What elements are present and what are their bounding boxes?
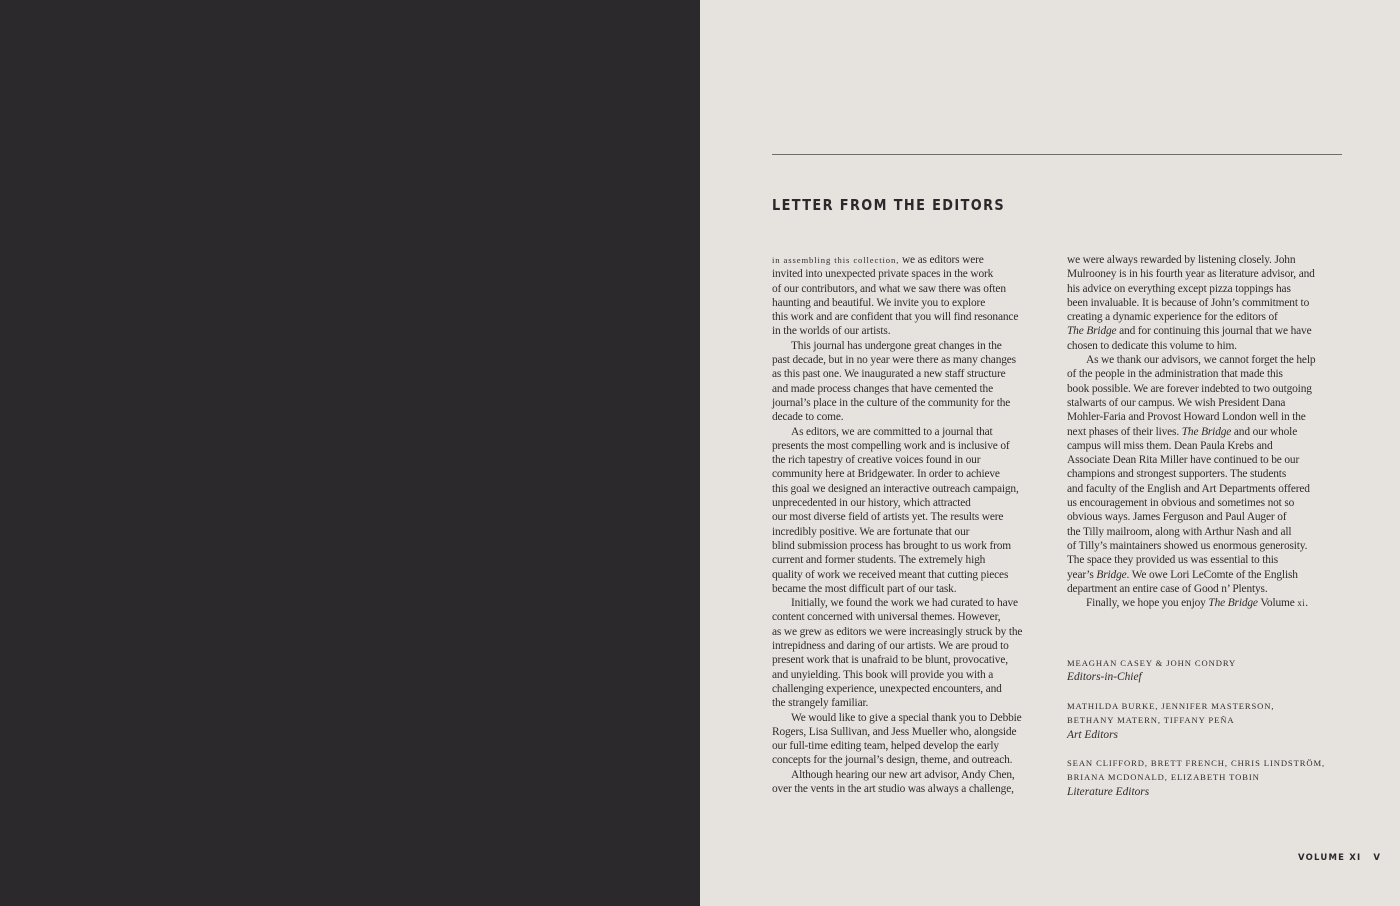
text-run: Rogers, Lisa Sullivan, and Jess Mueller who, alongside	[772, 725, 1017, 738]
text-line	[1067, 496, 1347, 510]
text-run: department an entire case of Good n’ Plentys.	[1067, 582, 1268, 595]
text-line	[1067, 553, 1347, 567]
text-run: the strangely familiar.	[772, 697, 869, 710]
text-run: and unyielding. This book will provide you with a	[772, 668, 994, 681]
text-line	[1067, 367, 1347, 381]
text-run: Volume	[1257, 597, 1298, 610]
text-run: his advice on everything except pizza toppings has	[1067, 282, 1291, 295]
italic-title: Bridge	[1096, 568, 1127, 581]
text-line	[772, 439, 1052, 453]
text-run: next phases of their lives.	[1067, 425, 1182, 438]
page-heading: LETTER FROM THE EDITORS	[772, 196, 1006, 214]
text-run: The space they provided us was essential to this	[1067, 554, 1279, 567]
text-line	[772, 496, 1052, 510]
text-line	[1067, 525, 1347, 539]
text-line	[772, 410, 1052, 424]
text-run: and our whole	[1231, 425, 1298, 438]
credit-names: BRIANA MCDONALD, ELIZABETH TOBIN	[1067, 772, 1260, 783]
text-line	[772, 382, 1052, 396]
text-run: unprecedented in our history, which attracted	[772, 497, 971, 510]
text-run: As we thank our advisors, we cannot forget the help	[1086, 354, 1316, 367]
text-line	[772, 367, 1052, 381]
text-run: past decade, but in no year were there as many changes	[772, 354, 1016, 367]
text-run: and for continuing this journal that we have	[1116, 325, 1312, 338]
text-line	[772, 482, 1052, 496]
letter-column-right	[1067, 253, 1347, 610]
text-run: chosen to dedicate this volume to him.	[1067, 339, 1237, 352]
text-run: Finally, we hope you enjoy	[1086, 597, 1209, 610]
text-line	[772, 739, 1052, 753]
text-run: haunting and beautiful. We invite you to explore	[772, 296, 986, 309]
text-line	[772, 582, 1052, 596]
text-line	[1067, 439, 1347, 453]
top-rule-divider	[772, 154, 1342, 155]
italic-title: The Bridge	[1181, 425, 1232, 438]
text-run: this goal we designed an interactive outreach campaign,	[772, 482, 1019, 495]
text-line	[772, 339, 1052, 353]
text-run: journal’s place in the culture of the community for the	[772, 396, 1011, 409]
text-run: the rich tapestry of creative voices found in our	[772, 454, 981, 467]
text-run: stalwarts of our campus. We wish President Dana	[1067, 396, 1286, 409]
text-line	[772, 625, 1052, 639]
text-run: obvious ways. James Ferguson and Paul Auger of	[1067, 511, 1287, 524]
text-run: we as editors were	[899, 254, 984, 266]
text-run: of Tilly’s maintainers showed us enormous generosity.	[1067, 539, 1308, 552]
text-line	[772, 782, 1052, 796]
text-run: campus will miss them. Dean Paula Krebs and	[1067, 439, 1273, 452]
text-line	[1067, 396, 1347, 410]
text-run: Although hearing our new art advisor, Andy Chen,	[791, 768, 1015, 781]
text-line	[1067, 296, 1347, 310]
text-line	[772, 610, 1052, 624]
text-run: us encouragement in obvious and sometimes not so	[1067, 497, 1295, 510]
text-run: community here at Bridgewater. In order to achieve	[772, 468, 1000, 481]
text-run: our full-time editing team, helped develop the early	[772, 740, 999, 753]
text-run: invited into unexpected private spaces in the work	[772, 268, 994, 281]
text-run: blind submission process has brought to us work from	[772, 539, 1011, 552]
text-line	[772, 467, 1052, 481]
credit-literature-editors	[1067, 756, 1367, 799]
text-run: Initially, we found the work we had curated to have	[791, 597, 1018, 610]
text-run: of our contributors, and what we saw there was often	[772, 282, 1006, 295]
text-line	[772, 711, 1052, 725]
text-run: intrepidness and daring of our artists. We are proud to	[772, 640, 1009, 653]
text-run: and made process changes that have cemented the	[772, 382, 993, 395]
text-run: As editors, we are committed to a journal that	[791, 425, 993, 438]
text-line	[772, 596, 1052, 610]
text-line	[772, 682, 1052, 696]
text-run: decade to come.	[772, 411, 844, 424]
text-run: this work and are confident that you will find resonance	[772, 311, 1019, 324]
text-run: incredibly positive. We are fortunate that our	[772, 525, 970, 538]
text-line	[1067, 467, 1347, 481]
text-line	[772, 539, 1052, 553]
credit-role: Editors-in-Chief	[1067, 671, 1142, 684]
text-run: .	[1305, 597, 1308, 610]
text-line	[772, 425, 1052, 439]
text-run: our most diverse field of artists yet. The results were	[772, 511, 1004, 524]
text-run: became the most difficult part of our task.	[772, 582, 957, 595]
text-line	[1067, 253, 1347, 267]
text-run: the Tilly mailroom, along with Arthur Nash and all	[1067, 525, 1292, 538]
text-run: xi	[1297, 598, 1306, 609]
text-line	[772, 753, 1052, 767]
text-run: creating a dynamic experience for the editors of	[1067, 311, 1278, 324]
credit-editors-in-chief	[1067, 656, 1367, 685]
text-line	[1067, 339, 1347, 353]
text-line	[772, 639, 1052, 653]
text-line	[772, 324, 1052, 338]
text-run: . We owe Lori LeComte of the English	[1126, 568, 1298, 581]
text-run: and faculty of the English and Art Departments offered	[1067, 482, 1310, 495]
text-line	[772, 553, 1052, 567]
text-run: current and former students. The extremely high	[772, 554, 986, 567]
credit-names: SEAN CLIFFORD, BRETT FRENCH, CHRIS LINDSTRÖM,	[1067, 758, 1326, 768]
text-line	[1067, 539, 1347, 553]
text-run: This journal has undergone great changes in the	[791, 339, 1002, 352]
text-line	[1067, 353, 1347, 367]
text-line	[772, 253, 1052, 267]
text-run: year’s	[1067, 568, 1097, 581]
text-line	[772, 568, 1052, 582]
text-line	[772, 696, 1052, 710]
text-run: presents the most compelling work and is inclusive of	[772, 439, 1010, 452]
text-line	[1067, 267, 1347, 281]
text-line	[1067, 382, 1347, 396]
text-line	[1067, 324, 1347, 338]
credit-art-editors	[1067, 699, 1367, 742]
text-line	[772, 768, 1052, 782]
credit-names: BETHANY MATERN, TIFFANY PEÑA	[1067, 715, 1235, 726]
credit-names: MEAGHAN CASEY & JOHN CONDRY	[1067, 658, 1237, 668]
lead-in-smallcaps: in assembling this collection,	[772, 255, 900, 265]
running-footer-volume: VOLUME XI	[1298, 853, 1362, 863]
italic-title: The Bridge	[1067, 325, 1117, 338]
text-line	[772, 282, 1052, 296]
text-line	[772, 296, 1052, 310]
text-line	[772, 725, 1052, 739]
text-line	[1067, 453, 1347, 467]
text-run: present work that is unafraid to be blunt, provocative,	[772, 654, 1008, 667]
text-run: We would like to give a special thank you to Debbie	[791, 711, 1022, 724]
text-run: over the vents in the art studio was always a challenge,	[772, 782, 1014, 795]
text-run: Mulrooney is in his fourth year as literature advisor, and	[1067, 268, 1315, 281]
text-line	[772, 353, 1052, 367]
text-line	[1067, 282, 1347, 296]
text-line	[772, 653, 1052, 667]
text-run: concepts for the journal’s design, theme, and outreach.	[772, 754, 1013, 767]
text-run: book possible. We are forever indebted to two outgoing	[1067, 382, 1312, 395]
text-line	[772, 453, 1052, 467]
credit-role: Art Editors	[1067, 728, 1118, 741]
text-line	[772, 510, 1052, 524]
letter-column-left	[772, 253, 1052, 796]
page-footer	[1298, 853, 1381, 863]
text-run: content concerned with universal themes. However,	[772, 611, 1001, 624]
text-line	[772, 525, 1052, 539]
text-run: as we grew as editors we were increasingly struck by the	[772, 625, 1023, 638]
text-run: quality of work we received meant that cutting pieces	[772, 568, 1009, 581]
text-run: as this past one. We inaugurated a new staff structure	[772, 368, 1006, 381]
text-line	[1067, 410, 1347, 424]
text-line	[1067, 596, 1347, 610]
credit-names: MATHILDA BURKE, JENNIFER MASTERSON,	[1067, 701, 1275, 711]
text-line	[772, 310, 1052, 324]
text-line	[1067, 582, 1347, 596]
text-run: challenging experience, unexpected encounters, and	[772, 682, 1002, 695]
text-line	[1067, 510, 1347, 524]
text-run: Mohler-Faria and Provost Howard London well in the	[1067, 411, 1306, 424]
text-run: champions and strongest supporters. The students	[1067, 468, 1287, 481]
text-line	[1067, 310, 1347, 324]
text-run: of the people in the administration that made this	[1067, 368, 1283, 381]
text-run: we were always rewarded by listening closely. John	[1067, 254, 1296, 266]
text-run: been invaluable. It is because of John’s commitment to	[1067, 296, 1310, 309]
text-line	[1067, 425, 1347, 439]
page-number: V	[1373, 853, 1382, 863]
text-line	[772, 668, 1052, 682]
italic-title: The Bridge	[1208, 597, 1258, 610]
credit-role: Literature Editors	[1067, 785, 1150, 798]
text-line	[772, 267, 1052, 281]
text-run: Associate Dean Rita Miller have continued to be our	[1067, 454, 1300, 467]
text-line	[1067, 568, 1347, 582]
text-line	[772, 396, 1052, 410]
text-run: in the worlds of our artists.	[772, 325, 891, 338]
text-line	[1067, 482, 1347, 496]
